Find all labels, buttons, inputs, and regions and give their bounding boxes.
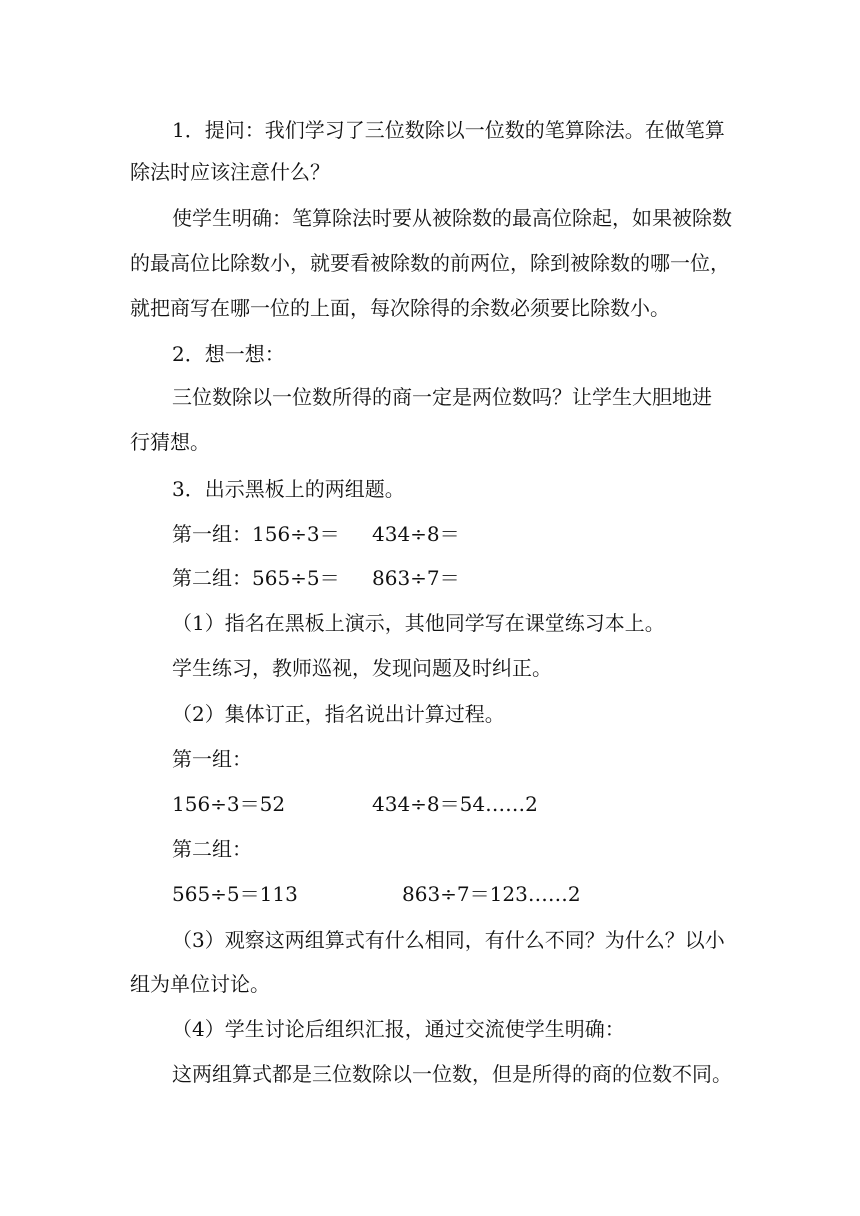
group-2-problem-b: 863÷7＝ (372, 566, 460, 590)
step-3-line-2: 组为单位讨论。 (130, 972, 270, 996)
group-2-problem-a: 第二组：565÷5＝ (172, 566, 340, 590)
clarification-line-3: 就把商写在哪一位的上面，每次除得的余数必须要比除数小。 (130, 296, 670, 320)
question-1-line-2: 除法时应该注意什么？ (130, 160, 330, 184)
group-1-problems (172, 522, 572, 546)
group-1-problem-a: 第一组：156÷3＝ (172, 522, 340, 546)
group-2-answers (172, 882, 612, 906)
guess-line-2: 行猜想。 (130, 430, 210, 454)
group-2-answer-b: 863÷7＝123……2 (402, 882, 581, 906)
clarification-line-2: 的最高位比除数小，就要看被除数的前两位，除到被除数的哪一位， (130, 251, 730, 275)
group-1-answer-a: 156÷3＝52 (172, 792, 286, 816)
group-1-answers (172, 792, 592, 816)
step-3-line-1: （3）观察这两组算式有什么相同，有什么不同？为什么？以小 (172, 928, 725, 952)
clarification-line-1: 使学生明确：笔算除法时要从被除数的最高位除起，如果被除数 (172, 206, 732, 230)
question-1-line-1: 1．提问：我们学习了三位数除以一位数的笔算除法。在做笔算 (172, 118, 725, 142)
step-4: （4）学生讨论后组织汇报，通过交流使学生明确： (172, 1017, 625, 1041)
think-heading: 2．想一想： (172, 342, 285, 366)
group-1-answer-b: 434÷8＝54……2 (372, 792, 538, 816)
group-1-problem-b: 434÷8＝ (372, 522, 460, 546)
group-1-label: 第一组： (172, 747, 252, 771)
step-1-detail: 学生练习，教师巡视，发现问题及时纠正。 (172, 656, 552, 680)
group-2-answer-a: 565÷5＝113 (172, 882, 298, 906)
group-2-label: 第二组： (172, 837, 252, 861)
guess-line-1: 三位数除以一位数所得的商一定是两位数吗？让学生大胆地进 (172, 385, 712, 409)
step-2: （2）集体订正，指名说出计算过程。 (172, 702, 505, 726)
group-2-problems (172, 566, 572, 590)
conclusion: 这两组算式都是三位数除以一位数，但是所得的商的位数不同。 (172, 1062, 732, 1086)
show-problems-heading: 3．出示黑板上的两组题。 (172, 477, 405, 501)
step-1: （1）指名在黑板上演示，其他同学写在课堂练习本上。 (172, 611, 665, 635)
